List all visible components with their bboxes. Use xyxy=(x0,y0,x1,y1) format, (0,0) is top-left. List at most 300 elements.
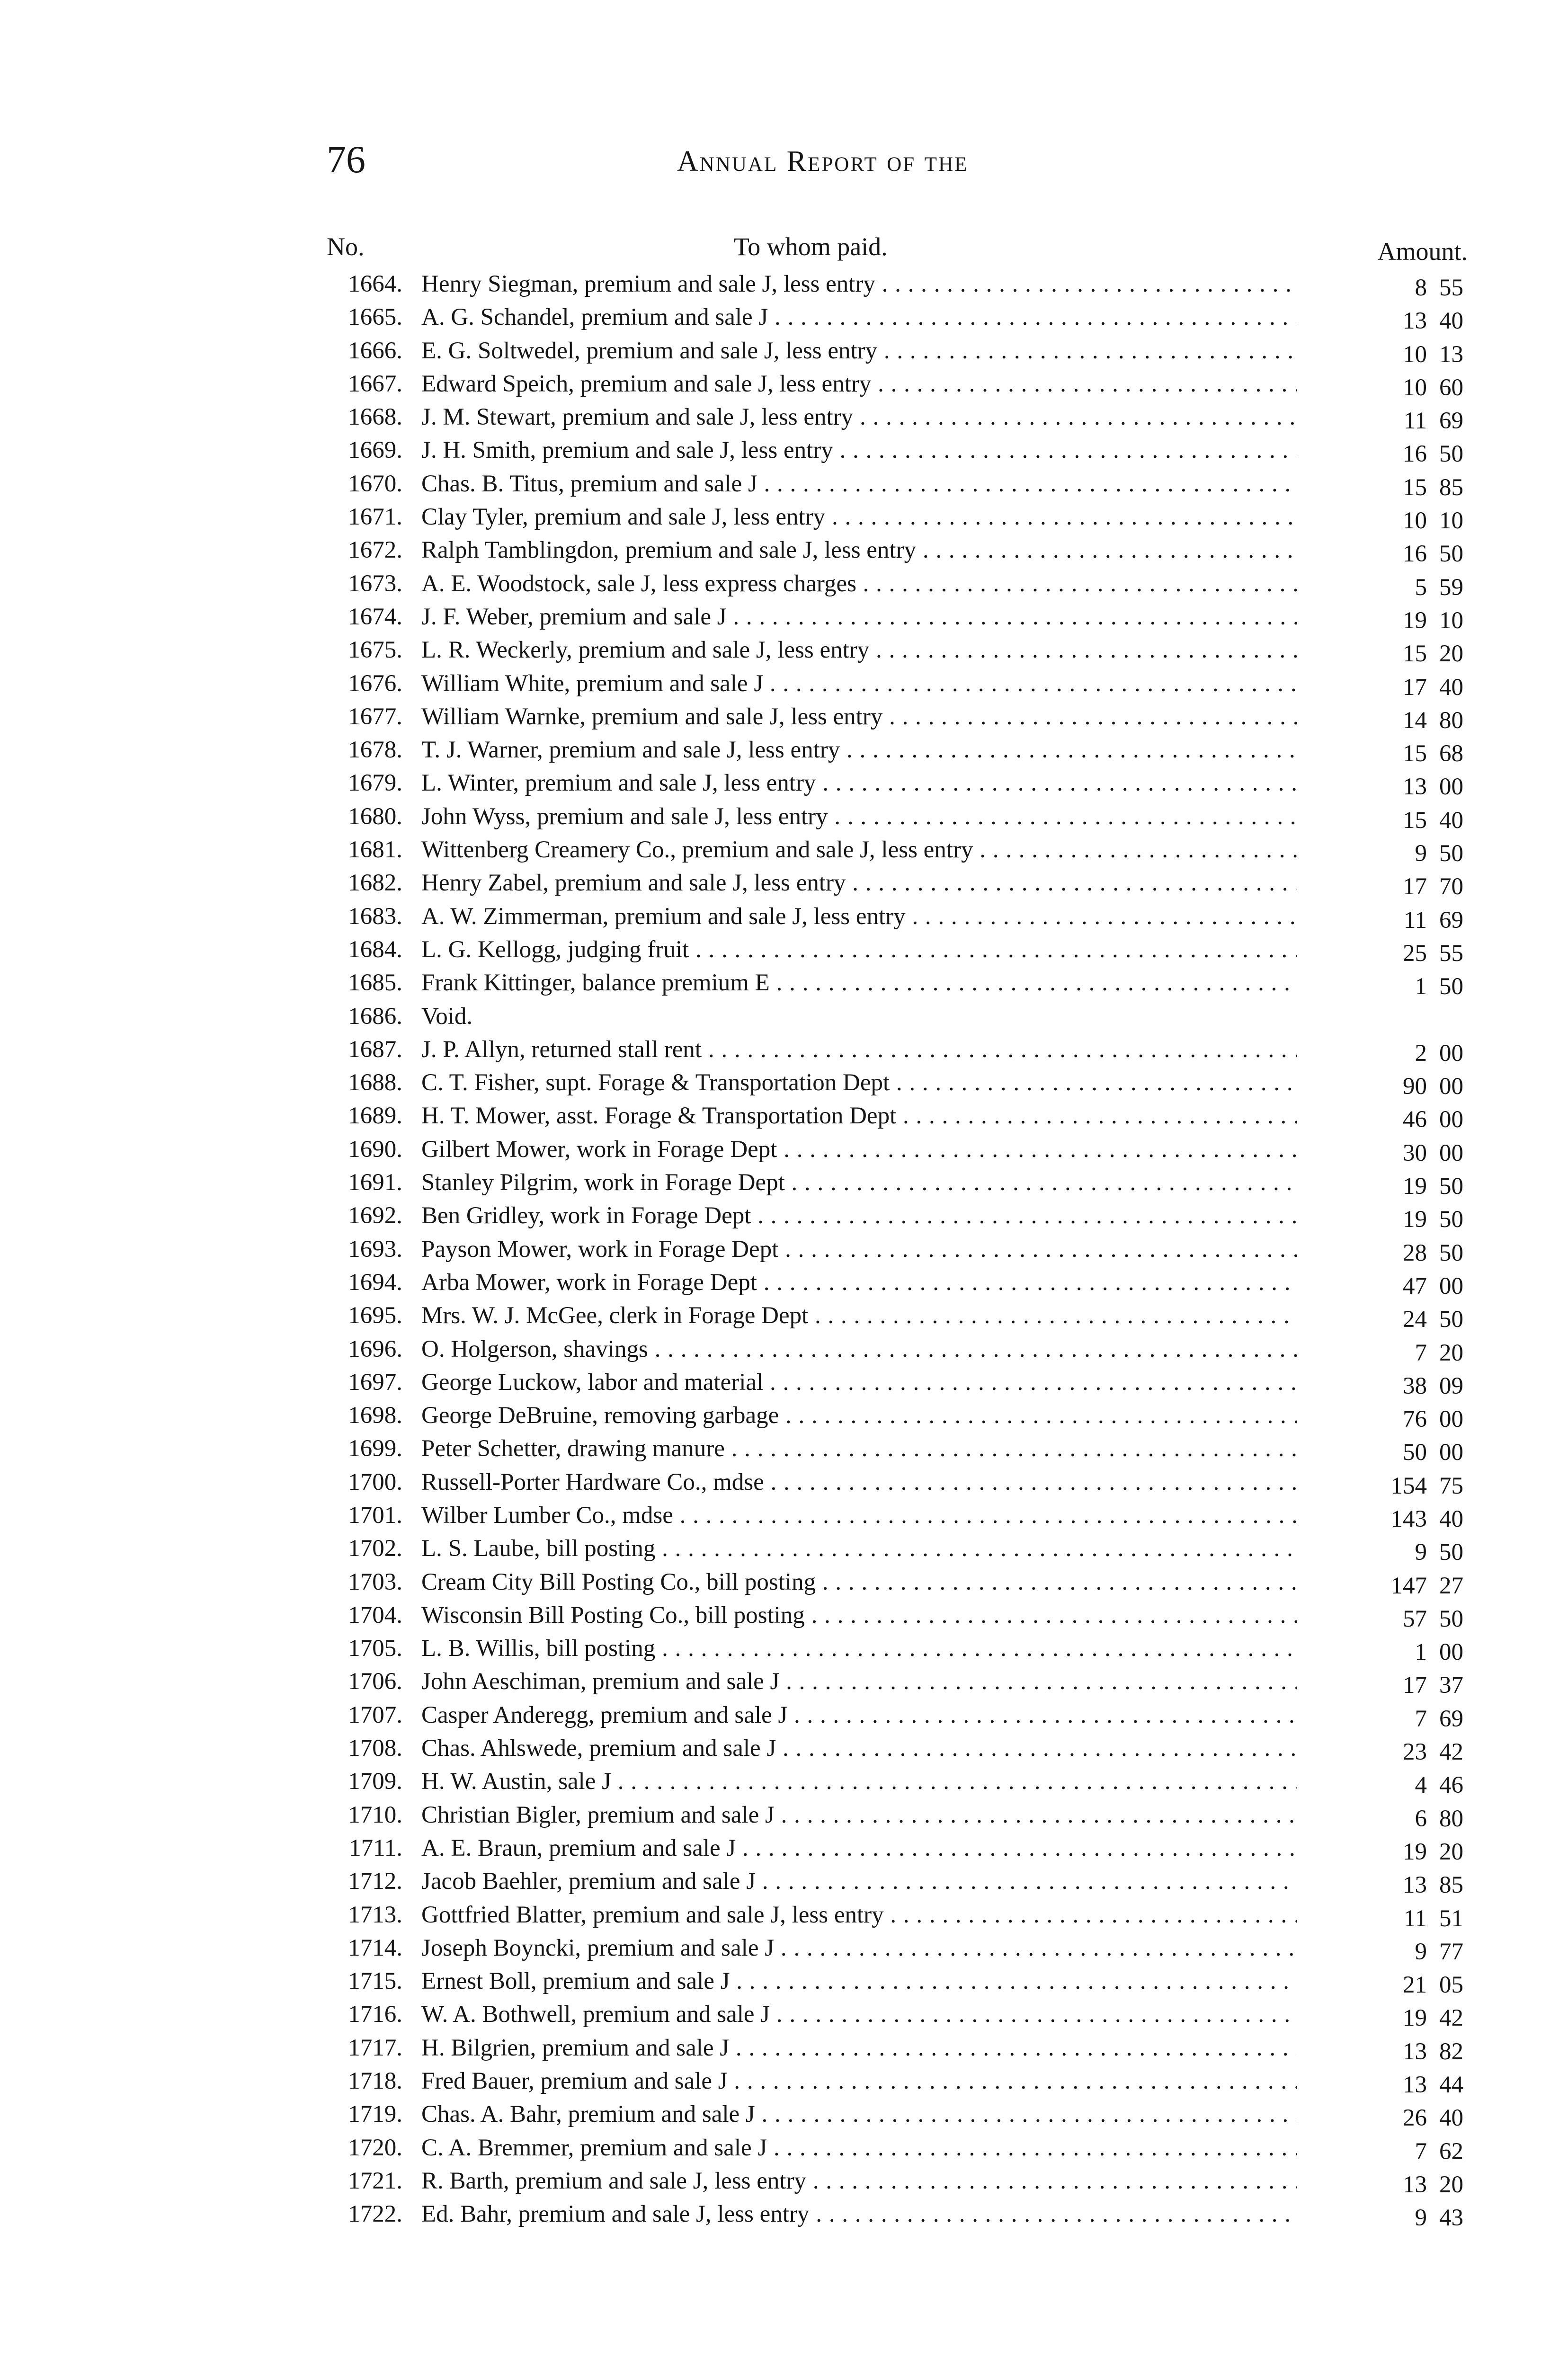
amount-dollars: 47 xyxy=(1403,1272,1427,1299)
amount-cents: 10 xyxy=(1439,607,1463,634)
amount xyxy=(1330,1503,1472,1536)
ledger-table xyxy=(284,267,1472,2231)
payee-description: Wittenberg Creamery Co., premium and sale J, less entry . . . xyxy=(421,833,1297,866)
ledger-row xyxy=(284,1832,1472,1865)
voucher-number: 1718. xyxy=(348,2068,402,2095)
payee-description: Joseph Boyncki, premium and sale J . . . xyxy=(421,1931,1297,1965)
amount xyxy=(1330,737,1472,770)
amount xyxy=(1330,1070,1472,1103)
amount-dollars: 16 xyxy=(1403,441,1427,468)
ledger-row xyxy=(284,2098,1472,2131)
amount-dollars: 30 xyxy=(1403,1139,1427,1166)
amount-dollars: 57 xyxy=(1403,1605,1427,1632)
amount xyxy=(1330,1935,1472,1968)
voucher-number: 1711. xyxy=(349,1834,402,1861)
amount-cents: 69 xyxy=(1439,408,1463,435)
voucher-number: 1691. xyxy=(348,1169,402,1196)
amount-dollars: 9 xyxy=(1415,1539,1427,1566)
payee-description: Ed. Bahr, premium and sale J, less entry . . . xyxy=(421,2198,1297,2231)
amount-cents: 60 xyxy=(1439,374,1463,401)
amount xyxy=(1330,1270,1472,1303)
amount-dollars: 147 xyxy=(1390,1572,1427,1599)
amount-dollars: 14 xyxy=(1403,707,1427,734)
ledger-row xyxy=(284,900,1472,933)
column-header-no: No. xyxy=(327,232,365,261)
ledger-row xyxy=(284,334,1472,367)
ledger-row xyxy=(284,2164,1472,2198)
amount-cents: 51 xyxy=(1439,1905,1463,1932)
amount-dollars: 26 xyxy=(1403,2105,1427,2132)
amount xyxy=(1330,304,1472,338)
ledger-row xyxy=(284,1266,1472,1299)
amount-dollars: 17 xyxy=(1403,873,1427,900)
amount-cents: 68 xyxy=(1439,740,1463,767)
payee-description: Jacob Baehler, premium and sale J . . . xyxy=(421,1865,1297,1898)
amount xyxy=(1330,504,1472,537)
voucher-number: 1667. xyxy=(348,370,402,397)
amount-cents: 00 xyxy=(1439,1272,1463,1299)
voucher-number: 1692. xyxy=(348,1202,402,1229)
amount-cents: 85 xyxy=(1439,474,1463,501)
payee-description: Wisconsin Bill Posting Co., bill posting . . . xyxy=(421,1599,1297,1632)
ledger-row xyxy=(284,467,1472,500)
amount-cents: 82 xyxy=(1439,2038,1463,2065)
payee-description: H. Bilgrien, premium and sale J . . . xyxy=(421,2031,1297,2064)
amount-dollars: 13 xyxy=(1403,774,1427,801)
ledger-row xyxy=(284,1299,1472,1332)
payee-description: J. F. Weber, premium and sale J . . . xyxy=(421,600,1297,633)
voucher-number: 1668. xyxy=(348,404,402,431)
amount-cents: 75 xyxy=(1439,1472,1463,1499)
payee-description: A. E. Woodstock, sale J, less express charges . . . xyxy=(421,567,1297,600)
voucher-number: 1674. xyxy=(348,603,402,630)
amount-dollars: 13 xyxy=(1403,2171,1427,2198)
amount-cents: 50 xyxy=(1439,541,1463,568)
payee-description: C. T. Fisher, supt. Forage & Transportation Dept . . . xyxy=(421,1066,1297,1099)
amount-cents: 40 xyxy=(1439,1505,1463,1532)
amount-dollars: 10 xyxy=(1403,341,1427,368)
amount-dollars: 13 xyxy=(1403,1872,1427,1899)
payee-description: L. Winter, premium and sale J, less entry . . . xyxy=(421,766,1297,800)
ledger-row xyxy=(284,1898,1472,1931)
payee-description: Cream City Bill Posting Co., bill posting . . . xyxy=(421,1566,1297,1599)
amount-dollars: 23 xyxy=(1403,1739,1427,1766)
amount-dollars: 15 xyxy=(1403,740,1427,767)
amount xyxy=(1330,1203,1472,1236)
amount xyxy=(1330,404,1472,437)
ledger-row xyxy=(284,2131,1472,2164)
ledger-row xyxy=(284,1732,1472,1765)
amount-cents: 40 xyxy=(1439,2105,1463,2132)
ledger-row xyxy=(284,1931,1472,1965)
ledger-row xyxy=(284,1333,1472,1366)
amount-cents: 00 xyxy=(1439,1439,1463,1466)
amount-cents: 69 xyxy=(1439,1705,1463,1732)
amount xyxy=(1330,1170,1472,1203)
amount-cents: 20 xyxy=(1439,641,1463,667)
amount xyxy=(1330,1237,1472,1270)
amount-cents: 42 xyxy=(1439,2005,1463,2032)
voucher-number: 1713. xyxy=(348,1901,402,1928)
voucher-number: 1712. xyxy=(348,1868,402,1895)
payee-description: Chas. A. Bahr, premium and sale J . . . xyxy=(421,2098,1297,2131)
ledger-row xyxy=(284,1199,1472,1232)
voucher-number: 1716. xyxy=(348,2001,402,2028)
amount-cents: 50 xyxy=(1439,1206,1463,1233)
amount-dollars: 24 xyxy=(1403,1306,1427,1333)
amount-cents: 44 xyxy=(1439,2072,1463,2099)
amount-dollars: 143 xyxy=(1390,1505,1427,1532)
payee-description: Gilbert Mower, work in Forage Dept . . . xyxy=(421,1133,1297,1166)
ledger-row xyxy=(284,667,1472,700)
voucher-number: 1697. xyxy=(348,1369,402,1396)
amount xyxy=(1330,338,1472,371)
amount-dollars: 38 xyxy=(1403,1372,1427,1399)
amount xyxy=(1330,770,1472,803)
amount xyxy=(1330,2201,1472,2234)
voucher-number: 1704. xyxy=(348,1602,402,1628)
ledger-row xyxy=(284,733,1472,766)
ledger-row xyxy=(284,1233,1472,1266)
ledger-row xyxy=(284,1166,1472,1199)
ledger-row xyxy=(284,766,1472,800)
voucher-number: 1690. xyxy=(348,1136,402,1163)
voucher-number: 1677. xyxy=(348,703,402,730)
voucher-number: 1717. xyxy=(348,2034,402,2061)
amount-cents: 70 xyxy=(1439,873,1463,900)
amount-dollars: 9 xyxy=(1415,1938,1427,1965)
payee-description: Frank Kittinger, balance premium E . . . xyxy=(421,966,1297,999)
voucher-number: 1710. xyxy=(348,1801,402,1828)
ledger-row xyxy=(284,567,1472,600)
voucher-number: 1705. xyxy=(348,1635,402,1662)
voucher-number: 1695. xyxy=(348,1302,402,1329)
amount-cents: 00 xyxy=(1439,1406,1463,1433)
amount-dollars: 11 xyxy=(1403,907,1427,934)
ledger-row xyxy=(284,267,1472,301)
voucher-number: 1714. xyxy=(348,1934,402,1961)
voucher-number: 1698. xyxy=(348,1402,402,1429)
payee-description: O. Holgerson, shavings . . . xyxy=(421,1333,1297,1366)
amount-cents: 59 xyxy=(1439,574,1463,601)
amount xyxy=(1330,1336,1472,1370)
page-header xyxy=(327,133,1482,190)
amount-dollars: 21 xyxy=(1403,1972,1427,1999)
voucher-number: 1709. xyxy=(348,1768,402,1795)
amount xyxy=(1330,1735,1472,1769)
amount-cents: 10 xyxy=(1439,507,1463,534)
voucher-number: 1665. xyxy=(348,304,402,331)
ledger-row xyxy=(284,2031,1472,2064)
ledger-row xyxy=(284,1366,1472,1399)
voucher-number: 1675. xyxy=(348,637,402,664)
amount xyxy=(1330,1769,1472,1802)
payee-description: Ben Gridley, work in Forage Dept . . . xyxy=(421,1199,1297,1232)
voucher-number: 1685. xyxy=(348,970,402,997)
payee-description: Casper Anderegg, premium and sale J . . . xyxy=(421,1699,1297,1732)
amount-cents: 00 xyxy=(1439,1139,1463,1166)
ledger-row xyxy=(284,700,1472,733)
ledger-row xyxy=(284,1798,1472,1832)
voucher-number: 1703. xyxy=(348,1568,402,1595)
amount-cents: 85 xyxy=(1439,1872,1463,1899)
ledger-row xyxy=(284,1532,1472,1565)
amount-dollars: 13 xyxy=(1403,2072,1427,2099)
amount-dollars: 46 xyxy=(1403,1106,1427,1133)
voucher-number: 1684. xyxy=(348,936,402,963)
amount-cents: 46 xyxy=(1439,1772,1463,1799)
amount-dollars: 8 xyxy=(1415,275,1427,301)
amount-dollars: 16 xyxy=(1403,541,1427,568)
amount xyxy=(1330,1702,1472,1735)
ledger-row xyxy=(284,1432,1472,1465)
amount xyxy=(1330,1469,1472,1503)
voucher-number: 1666. xyxy=(348,337,402,364)
amount-cents: 43 xyxy=(1439,2205,1463,2232)
ledger-row xyxy=(284,434,1472,467)
amount-cents: 20 xyxy=(1439,1838,1463,1865)
voucher-number: 1682. xyxy=(348,870,402,897)
payee-description: J. H. Smith, premium and sale J, less entry . . . xyxy=(421,434,1297,467)
amount-cents: 40 xyxy=(1439,807,1463,834)
payee-description: T. J. Warner, premium and sale J, less entry . . . xyxy=(421,733,1297,766)
ledger-row xyxy=(284,1998,1472,2031)
amount xyxy=(1330,2035,1472,2068)
amount xyxy=(1330,1669,1472,1702)
amount-cents: 40 xyxy=(1439,674,1463,701)
amount xyxy=(1330,604,1472,637)
amount-cents: 27 xyxy=(1439,1572,1463,1599)
amount-cents: 05 xyxy=(1439,1972,1463,1999)
amount xyxy=(1330,1569,1472,1602)
voucher-number: 1670. xyxy=(348,470,402,497)
amount xyxy=(1330,1835,1472,1869)
amount xyxy=(1330,637,1472,670)
amount-cents: 00 xyxy=(1439,1073,1463,1100)
amount-cents: 50 xyxy=(1439,441,1463,468)
voucher-number: 1707. xyxy=(348,1701,402,1728)
voucher-number: 1669. xyxy=(348,437,402,464)
ledger-row xyxy=(284,534,1472,567)
payee-description: L. G. Kellogg, judging fruit . . . xyxy=(421,933,1297,966)
payee-description: Chas. Ahlswede, premium and sale J . . . xyxy=(421,1732,1297,1765)
voucher-number: 1693. xyxy=(348,1236,402,1263)
payee-description: J. M. Stewart, premium and sale J, less entry . . . xyxy=(421,400,1297,434)
ledger-row xyxy=(284,367,1472,400)
payee-description: George DeBruine, removing garbage . . . xyxy=(421,1399,1297,1432)
ledger-row xyxy=(284,800,1472,833)
amount xyxy=(1330,1370,1472,1403)
amount xyxy=(1330,1303,1472,1336)
amount-dollars: 13 xyxy=(1403,2038,1427,2065)
amount-cents: 80 xyxy=(1439,1805,1463,1832)
payee-description: Payson Mower, work in Forage Dept . . . xyxy=(421,1233,1297,1266)
ledger-row xyxy=(284,1865,1472,1898)
voucher-number: 1700. xyxy=(348,1468,402,1495)
amount-cents: 55 xyxy=(1439,275,1463,301)
ledger-row xyxy=(284,500,1472,534)
payee-description: William Warnke, premium and sale J, less entry . . . xyxy=(421,700,1297,733)
amount xyxy=(1330,1869,1472,1902)
ledger-row xyxy=(284,633,1472,667)
amount xyxy=(1330,1403,1472,1436)
amount-dollars: 7 xyxy=(1415,1339,1427,1366)
running-title: Annual Report of the xyxy=(677,145,969,178)
amount xyxy=(1330,2135,1472,2168)
amount xyxy=(1330,471,1472,504)
voucher-number: 1687. xyxy=(348,1036,402,1063)
voucher-number: 1701. xyxy=(348,1502,402,1529)
payee-description: L. B. Willis, bill posting . . . xyxy=(421,1632,1297,1665)
voucher-number: 1694. xyxy=(348,1269,402,1296)
amount-cents: 50 xyxy=(1439,840,1463,867)
voucher-number: 1722. xyxy=(348,2201,402,2228)
ledger-row xyxy=(284,866,1472,899)
payee-description: Henry Siegman, premium and sale J, less entry . . . xyxy=(421,267,1297,301)
ledger-row xyxy=(284,1599,1472,1632)
ledger-row xyxy=(284,1099,1472,1132)
amount-cents: 55 xyxy=(1439,940,1463,967)
payee-description: Mrs. W. J. McGee, clerk in Forage Dept . . . xyxy=(421,1299,1297,1332)
payee-description: Henry Zabel, premium and sale J, less entry . . . xyxy=(421,866,1297,899)
amount xyxy=(1330,671,1472,704)
amount xyxy=(1330,937,1472,970)
amount-cents: 42 xyxy=(1439,1739,1463,1766)
ledger-row xyxy=(284,1466,1472,1499)
payee-description: Gottfried Blatter, premium and sale J, less entry . . . xyxy=(421,1898,1297,1931)
payee-description: George Luckow, labor and material . . . xyxy=(421,1366,1297,1399)
amount xyxy=(1330,537,1472,570)
payee-description: John Wyss, premium and sale J, less entry . . . xyxy=(421,800,1297,833)
amount-cents: 50 xyxy=(1439,973,1463,1000)
amount xyxy=(1330,271,1472,304)
amount-dollars: 15 xyxy=(1403,807,1427,834)
amount-dollars: 28 xyxy=(1403,1239,1427,1266)
payee-description: Russell-Porter Hardware Co., mdse . . . xyxy=(421,1466,1297,1499)
amount-dollars: 1 xyxy=(1415,1639,1427,1666)
ledger-row xyxy=(284,2064,1472,2098)
amount-dollars: 25 xyxy=(1403,940,1427,967)
voucher-number: 1720. xyxy=(348,2134,402,2161)
amount-dollars: 13 xyxy=(1403,308,1427,335)
payee-description: Ernest Boll, premium and sale J . . . xyxy=(421,1965,1297,1998)
amount xyxy=(1330,437,1472,471)
payee-description: Stanley Pilgrim, work in Forage Dept . . . xyxy=(421,1166,1297,1199)
voucher-number: 1683. xyxy=(348,903,402,930)
amount xyxy=(1330,970,1472,1003)
amount xyxy=(1330,704,1472,737)
amount-dollars: 19 xyxy=(1403,1838,1427,1865)
amount-cents: 50 xyxy=(1439,1306,1463,1333)
ledger-row xyxy=(284,1066,1472,1099)
payee-description: E. G. Soltwedel, premium and sale J, less entry . . . xyxy=(421,334,1297,367)
amount xyxy=(1330,2002,1472,2035)
amount-dollars: 6 xyxy=(1415,1805,1427,1832)
voucher-number: 1671. xyxy=(348,504,402,531)
ledger-row xyxy=(284,1033,1472,1066)
voucher-number: 1719. xyxy=(348,2101,402,2128)
ledger-row xyxy=(284,1499,1472,1532)
column-header-to-whom-paid: To whom paid. xyxy=(734,232,888,261)
ledger-row xyxy=(284,1632,1472,1665)
payee-description: Edward Speich, premium and sale J, less entry . . . xyxy=(421,367,1297,400)
amount-cents: 40 xyxy=(1439,308,1463,335)
amount-cents: 00 xyxy=(1439,1639,1463,1666)
amount-cents: 09 xyxy=(1439,1372,1463,1399)
amount-cents: 13 xyxy=(1439,341,1463,368)
amount-cents: 80 xyxy=(1439,707,1463,734)
amount-dollars: 11 xyxy=(1403,1905,1427,1932)
amount-dollars: 4 xyxy=(1415,1772,1427,1799)
amount-cents: 00 xyxy=(1439,774,1463,801)
amount xyxy=(1330,1037,1472,1070)
ledger-row xyxy=(284,1399,1472,1432)
amount xyxy=(1330,1103,1472,1136)
payee-description: L. S. Laube, bill posting . . . xyxy=(421,1532,1297,1565)
payee-description: A. G. Schandel, premium and sale J . . . xyxy=(421,301,1297,334)
ledger-row xyxy=(284,1000,1472,1033)
page-number: 76 xyxy=(327,138,365,181)
amount-dollars: 10 xyxy=(1403,374,1427,401)
voucher-number: 1721. xyxy=(348,2167,402,2194)
amount-cents: 50 xyxy=(1439,1539,1463,1566)
payee-description: A. W. Zimmerman, premium and sale J, less entry . . . xyxy=(421,900,1297,933)
amount xyxy=(1330,371,1472,404)
amount-dollars: 17 xyxy=(1403,1672,1427,1699)
amount-cents: 77 xyxy=(1439,1938,1463,1965)
amount-dollars: 7 xyxy=(1415,2138,1427,2165)
amount-cents: 50 xyxy=(1439,1239,1463,1266)
ledger-row xyxy=(284,400,1472,434)
ledger-row xyxy=(284,933,1472,966)
amount xyxy=(1330,804,1472,837)
voucher-number: 1699. xyxy=(348,1435,402,1462)
amount-cents: 20 xyxy=(1439,2171,1463,2198)
payee-description: Fred Bauer, premium and sale J . . . xyxy=(421,2064,1297,2098)
payee-description: A. E. Braun, premium and sale J . . . xyxy=(421,1832,1297,1865)
amount-cents: 62 xyxy=(1439,2138,1463,2165)
amount-cents: 50 xyxy=(1439,1173,1463,1200)
voucher-number: 1696. xyxy=(348,1335,402,1362)
payee-description: W. A. Bothwell, premium and sale J . . . xyxy=(421,1998,1297,2031)
amount xyxy=(1330,2101,1472,2135)
amount-cents: 50 xyxy=(1439,1605,1463,1632)
payee-description: John Aeschiman, premium and sale J . . . xyxy=(421,1665,1297,1698)
amount-dollars: 19 xyxy=(1403,1173,1427,1200)
column-header-amount: Amount. xyxy=(1377,237,1468,266)
payee-description: J. P. Allyn, returned stall rent . . . xyxy=(421,1033,1297,1066)
amount xyxy=(1330,837,1472,870)
payee-description: H. W. Austin, sale J . . . xyxy=(421,1765,1297,1798)
amount-dollars: 76 xyxy=(1403,1406,1427,1433)
voucher-number: 1673. xyxy=(348,570,402,597)
payee-description: Chas. B. Titus, premium and sale J . . . xyxy=(421,467,1297,500)
ledger-row xyxy=(284,301,1472,334)
payee-description: William White, premium and sale J . . . xyxy=(421,667,1297,700)
ledger-row xyxy=(284,1765,1472,1798)
column-headers xyxy=(327,232,1468,270)
amount xyxy=(1330,1968,1472,2002)
voucher-number: 1679. xyxy=(348,770,402,797)
amount-cents: 69 xyxy=(1439,907,1463,934)
ledger-row xyxy=(284,2198,1472,2231)
amount xyxy=(1330,1436,1472,1469)
amount xyxy=(1330,2168,1472,2201)
amount-dollars: 11 xyxy=(1403,408,1427,435)
voucher-number: 1672. xyxy=(348,537,402,564)
amount xyxy=(1330,1536,1472,1569)
payee-description: H. T. Mower, asst. Forage & Transportation Dept . . . xyxy=(421,1099,1297,1132)
